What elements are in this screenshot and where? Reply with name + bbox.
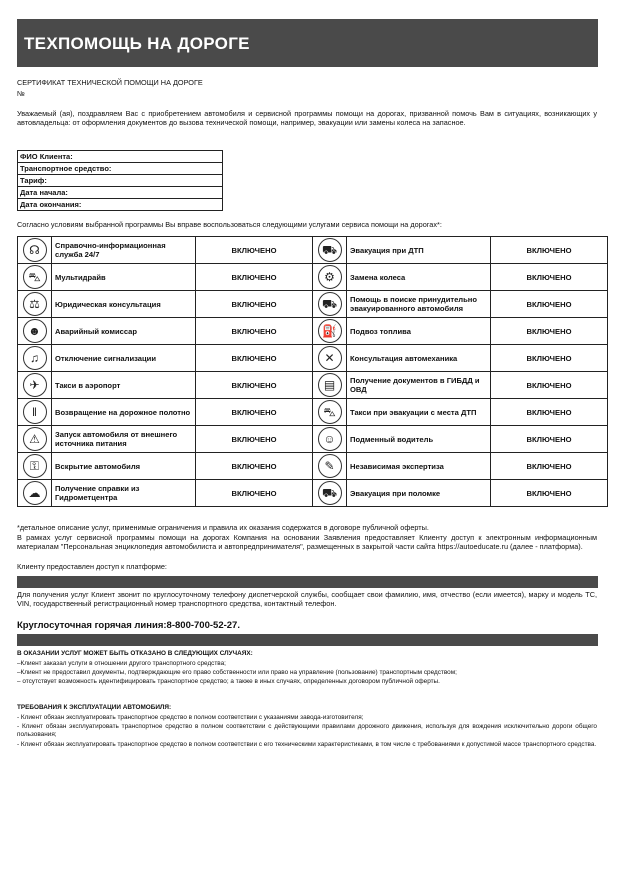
service-icon-cell xyxy=(18,453,52,480)
service-row xyxy=(18,345,608,372)
service-name: Эвакуация при поломке xyxy=(347,480,491,507)
service-icon-cell xyxy=(18,372,52,399)
header-title: ТЕХПОМОЩЬ НА ДОРОГЕ xyxy=(24,34,250,53)
contact-text: Для получения услуг Клиент звонит по круглосуточному телефону диспетчерской службы, сообщает свои фамилию, имя, отчество (если имеется), марку и модель ТС, VIN, государственный регистрационный номер транспортного средства, контактный телефон. xyxy=(17,590,597,609)
greeting-text: Уважаемый (ая), поздравляем Вас с приобретением автомобиля и сервисной программы помощи на дорогах, призванной помочь Вам в ситуациях, возникающих у автовладельца: от оформления документов до вызова технической помощи, например, эвакуации или замены колеса на запасное. xyxy=(17,109,597,128)
fuel-can-icon: ⛽ xyxy=(318,319,342,343)
client-field: Транспортное средство: xyxy=(18,163,222,175)
service-status: ВКЛЮЧЕНО xyxy=(196,345,313,372)
services-table xyxy=(17,236,608,507)
service-name: Мультидрайв xyxy=(52,264,196,291)
scales-icon: ⚖ xyxy=(23,292,47,316)
service-icon-cell xyxy=(313,399,347,426)
service-status: ВКЛЮЧЕНО xyxy=(491,291,608,318)
hotline-text: Круглосуточная горячая линия:8-800-700-52-27. xyxy=(17,620,240,631)
service-row xyxy=(18,480,608,507)
divider-bar xyxy=(17,576,598,588)
service-status: ВКЛЮЧЕНО xyxy=(196,480,313,507)
client-field: Дата начала: xyxy=(18,187,222,199)
service-icon-cell xyxy=(18,318,52,345)
refusal-item: – отсутствует возможность идентифицировать транспортное средство; а также в иных случаях, определенных договором публичной оферты. xyxy=(17,678,440,685)
tow-truck-icon: ⛟ xyxy=(318,238,342,262)
service-icon-cell xyxy=(18,426,52,453)
service-name: Такси в аэропорт xyxy=(52,372,196,399)
service-row xyxy=(18,291,608,318)
service-name: Такси при эвакуации с места ДТП xyxy=(347,399,491,426)
service-icon-cell xyxy=(313,345,347,372)
certificate-number-label: № xyxy=(17,89,25,98)
service-name: Вскрытие автомобиля xyxy=(52,453,196,480)
requirement-item: - Клиент обязан эксплуатировать транспортное средство в полном соответствии с указаниями завода-изготовителя; xyxy=(17,714,364,721)
service-status: ВКЛЮЧЕНО xyxy=(491,426,608,453)
service-name: Возвращение на дорожное полотно xyxy=(52,399,196,426)
divider-bar xyxy=(17,634,598,646)
alarm-icon: ♫ xyxy=(23,346,47,370)
service-name: Замена колеса xyxy=(347,264,491,291)
service-status: ВКЛЮЧЕНО xyxy=(196,237,313,264)
road-icon: ‖ xyxy=(23,400,47,424)
service-row xyxy=(18,237,608,264)
client-field: Тариф: xyxy=(18,175,222,187)
service-name: Подменный водитель xyxy=(347,426,491,453)
wrench-icon: ✕ xyxy=(318,346,342,370)
service-row xyxy=(18,399,608,426)
service-icon-cell xyxy=(18,264,52,291)
service-icon-cell xyxy=(313,318,347,345)
taxi-icon: ⛍ xyxy=(318,400,342,424)
client-info-box xyxy=(17,150,223,211)
service-icon-cell xyxy=(313,480,347,507)
service-name: Помощь в поиске принудительно эвакуированного автомобиля xyxy=(347,291,491,318)
service-name: Отключение сигнализации xyxy=(52,345,196,372)
refusal-item: –Клиент не предоставил документы, подтверждающие его право собственности или право на управление (пользование) транспортным средством; xyxy=(17,669,457,676)
battery-icon: ⚠ xyxy=(23,427,47,451)
service-icon-cell xyxy=(18,480,52,507)
requirement-item: - Клиент обязан эксплуатировать транспортное средство в полном соответствии с его техническими характеристиками, в том числе с требованиями к допустимой массе транспортного средства. xyxy=(17,741,597,748)
commissioner-icon: ☻ xyxy=(23,319,47,343)
airplane-icon: ✈ xyxy=(23,373,47,397)
service-status: ВКЛЮЧЕНО xyxy=(196,399,313,426)
footnote-line-2: В рамках услуг сервисной программы помощи на дорогах Компания на основании Заявления предоставляет Клиенту доступ к электронным информационным материалам "Персональная энциклопедия автомобилиста и автопредпринимателя", размещенных в закрытой части сайта https://autoeducate.ru (далее - платформа). xyxy=(17,533,597,552)
service-row xyxy=(18,453,608,480)
service-status: ВКЛЮЧЕНО xyxy=(196,318,313,345)
service-row xyxy=(18,372,608,399)
service-name: Эвакуация при ДТП xyxy=(347,237,491,264)
tow-truck-icon: ⛟ xyxy=(318,292,342,316)
service-status: ВКЛЮЧЕНО xyxy=(196,372,313,399)
service-row xyxy=(18,318,608,345)
service-icon-cell xyxy=(313,372,347,399)
service-name: Справочно-информационная служба 24/7 xyxy=(52,237,196,264)
service-icon-cell xyxy=(18,345,52,372)
service-status: ВКЛЮЧЕНО xyxy=(491,480,608,507)
service-status: ВКЛЮЧЕНО xyxy=(491,399,608,426)
service-icon-cell xyxy=(313,426,347,453)
service-icon-cell xyxy=(18,399,52,426)
service-icon-cell xyxy=(18,237,52,264)
wheel-icon: ⚙ xyxy=(318,265,342,289)
service-name: Получение справки из Гидрометцентра xyxy=(52,480,196,507)
service-icon-cell xyxy=(313,453,347,480)
service-row xyxy=(18,264,608,291)
service-status: ВКЛЮЧЕНО xyxy=(196,264,313,291)
documents-icon: ▤ xyxy=(318,373,342,397)
service-row xyxy=(18,426,608,453)
lock-icon: ⚿ xyxy=(23,454,47,478)
service-icon-cell xyxy=(313,264,347,291)
service-name: Консультация автомеханика xyxy=(347,345,491,372)
client-field: ФИО Клиента: xyxy=(18,151,222,163)
driver-icon: ☺ xyxy=(318,427,342,451)
service-status: ВКЛЮЧЕНО xyxy=(491,237,608,264)
headset-icon: ☊ xyxy=(23,238,47,262)
services-intro: Согласно условиям выбранной программы Вы вправе воспользоваться следующими услугами сервиса помощи на дорогах*: xyxy=(17,220,442,229)
client-field: Дата окончания: xyxy=(20,200,82,209)
service-status: ВКЛЮЧЕНО xyxy=(491,264,608,291)
service-icon-cell xyxy=(313,237,347,264)
service-status: ВКЛЮЧЕНО xyxy=(196,453,313,480)
service-status: ВКЛЮЧЕНО xyxy=(491,372,608,399)
service-icon-cell xyxy=(313,291,347,318)
car-icon: ⛍ xyxy=(23,265,47,289)
service-name: Независимая экспертиза xyxy=(347,453,491,480)
requirement-item: - Клиент обязан эксплуатировать транспортное средство в полном соответствии с действующими правилами дорожного движения, используя для вождения исключительно дороги общего пользования; xyxy=(17,723,597,739)
tow-truck-icon: ⛟ xyxy=(318,481,342,505)
footnote-line-3: Клиенту предоставлен доступ к платформе: xyxy=(17,562,167,571)
certificate-title: СЕРТИФИКАТ ТЕХНИЧЕСКОЙ ПОМОЩИ НА ДОРОГЕ xyxy=(17,78,203,87)
refusal-item: –Клиент заказал услуги в отношении другого транспортного средства; xyxy=(17,660,226,667)
expertise-icon: ✎ xyxy=(318,454,342,478)
service-icon-cell xyxy=(18,291,52,318)
footnote-line-1: *детальное описание услуг, применимые ограничения и правила их оказания содержатся в договоре публичной оферты. xyxy=(17,523,429,532)
service-name: Подвоз топлива xyxy=(347,318,491,345)
service-name: Получение документов в ГИБДД и ОВД xyxy=(347,372,491,399)
service-status: ВКЛЮЧЕНО xyxy=(491,453,608,480)
weather-icon: ☁ xyxy=(23,481,47,505)
service-status: ВКЛЮЧЕНО xyxy=(491,345,608,372)
requirements-title: ТРЕБОВАНИЯ К ЭКСПЛУАТАЦИИ АВТОМОБИЛЯ: xyxy=(17,704,172,711)
service-status: ВКЛЮЧЕНО xyxy=(491,318,608,345)
service-name: Юридическая консультация xyxy=(52,291,196,318)
service-status: ВКЛЮЧЕНО xyxy=(196,291,313,318)
service-name: Запуск автомобиля от внешнего источника питания xyxy=(52,426,196,453)
service-name: Аварийный комиссар xyxy=(52,318,196,345)
service-status: ВКЛЮЧЕНО xyxy=(196,426,313,453)
refusal-title: В ОКАЗАНИИ УСЛУГ МОЖЕТ БЫТЬ ОТКАЗАНО В СЛЕДУЮЩИХ СЛУЧАЯХ: xyxy=(17,650,253,657)
